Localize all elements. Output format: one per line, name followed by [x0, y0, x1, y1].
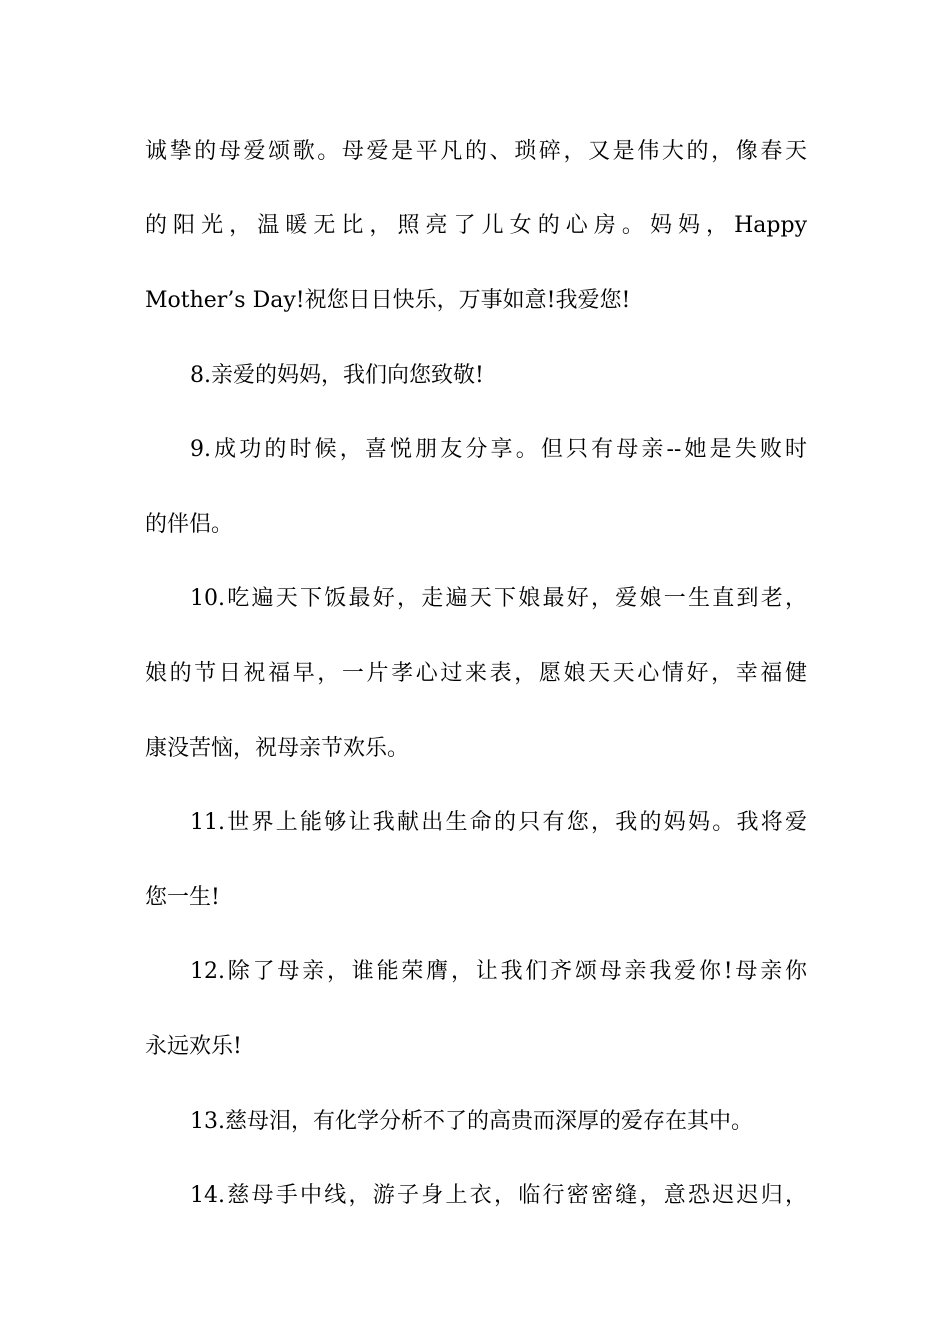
text-line: 13.慈母泪，有化学分析不了的高贵而深厚的爱存在其中。 [190, 1109, 753, 1134]
text-line: 9.成功的时候，喜悦朋友分享。但只有母亲--她是失败时 [190, 437, 807, 462]
text-line: 14.慈母手中线，游子身上衣，临行密密缝，意恐迟迟归， [190, 1183, 807, 1208]
text-line: 您一生! [145, 885, 220, 910]
text-line: Mother’s Day!祝您日日快乐，万事如意!我爱您! [145, 288, 631, 313]
text-line: 10.吃遍天下饭最好，走遍天下娘最好，爱娘一生直到老， [190, 586, 807, 611]
text-line: 娘的节日祝福早，一片孝心过来表，愿娘天天心情好，幸福健 [145, 661, 807, 686]
text-line: 8.亲爱的妈妈，我们向您致敬! [190, 363, 484, 388]
text-line: 12.除了母亲，谁能荣膺，让我们齐颂母亲我爱你!母亲你 [190, 959, 807, 984]
text-line: 诚挚的母爱颂歌。母爱是平凡的、琐碎，又是伟大的，像春天 [145, 139, 807, 164]
text-line: 康没苦恼，祝母亲节欢乐。 [145, 736, 410, 761]
text-line: 11.世界上能够让我献出生命的只有您，我的妈妈。我将爱 [190, 810, 807, 835]
text-line: 永远欢乐! [145, 1034, 242, 1059]
text-line: 的伴侣。 [145, 512, 234, 537]
text-line: 的阳光，温暖无比，照亮了儿女的心房。妈妈，Happy [145, 213, 807, 238]
